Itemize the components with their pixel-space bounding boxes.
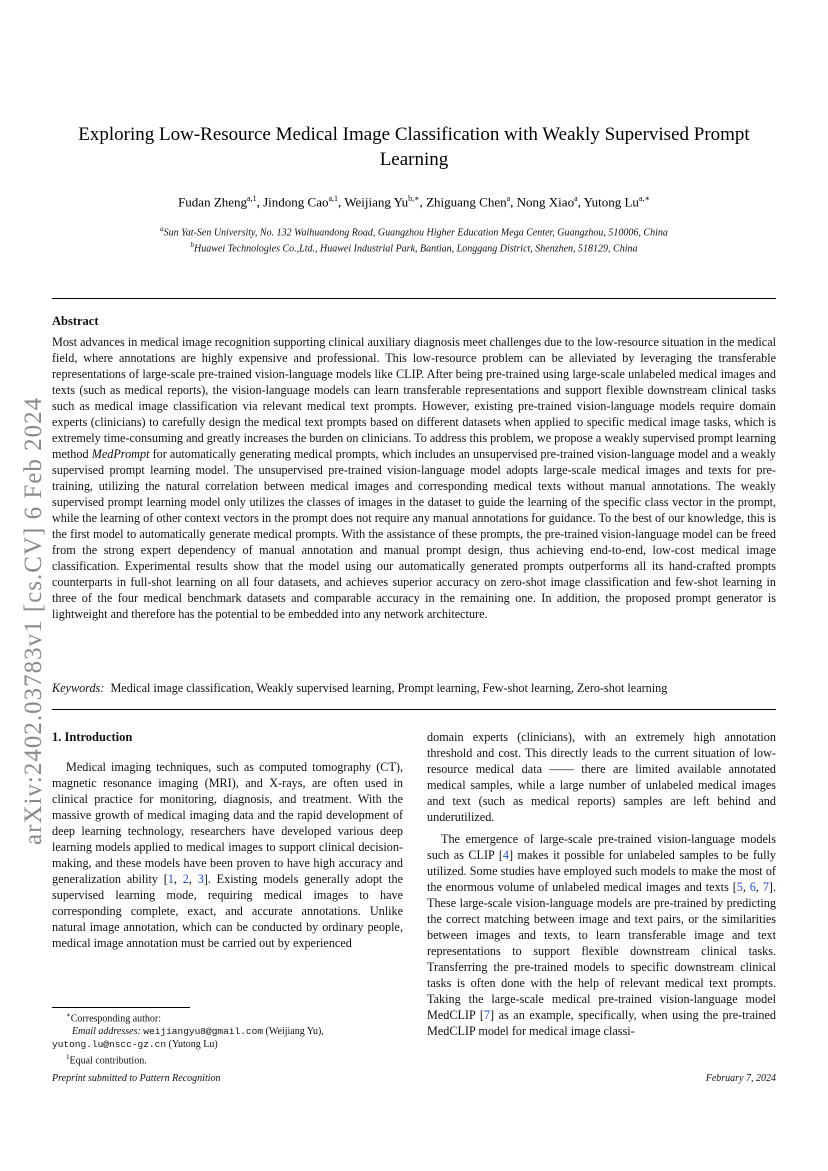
paragraph-text: ] makes it possible for unlabeled samples to be fully utilized. Some studies have employed such models to make the most of the enormous volume of unlabeled medical images and texts [: [427, 848, 776, 894]
paragraph-text: ] as an example, specifically, when using the pre-trained MedCLIP model for medical image classi-: [427, 1008, 776, 1038]
author-name: Nong Xiao: [516, 194, 575, 210]
arxiv-stamp: arXiv:2402.03783v1 [cs.CV] 6 Feb 2024: [20, 396, 47, 845]
citation-link[interactable]: 4: [502, 848, 510, 862]
author-affil-mark: b,∗: [408, 194, 420, 203]
affiliation-line: [52, 239, 776, 255]
paragraph: [427, 831, 776, 1039]
author-name: Weijiang Yu: [344, 194, 409, 210]
affiliation-text: Sun Yat-Sen University, No. 132 Waihuandong Road, Guangzhou Higher Education Mega Center, Guangzhou, 510006, China: [163, 227, 668, 239]
email-link[interactable]: yutong.lu@nscc-gz.cn: [52, 1039, 167, 1051]
email-owner: (Weijiang Yu),: [263, 1026, 324, 1038]
author-name: Zhiguang Chen: [426, 194, 507, 210]
abstract-bottom-rule: [52, 709, 776, 710]
citation-separator: ,: [755, 880, 763, 894]
affiliation-line: [52, 223, 776, 239]
section-heading: 1. Introduction: [52, 730, 133, 744]
footnote-emails-cont: [52, 1038, 403, 1051]
affiliation-list: [52, 223, 776, 256]
author-name: Jindong Cao: [263, 194, 329, 210]
affiliation-mark: b: [190, 241, 194, 250]
author-name: Yutong Lu: [583, 194, 639, 210]
author-affil-mark: a,1: [328, 194, 339, 203]
citation-link[interactable]: 2: [182, 872, 189, 886]
affiliation-text: Huawei Technologies Co.,Ltd., Huawei Industrial Park, Bantian, Longgang District, Shenzhen, 518129, China: [193, 243, 638, 255]
footnote-corresponding: [52, 1009, 403, 1025]
abstract-top-rule: [52, 298, 776, 299]
paragraph: domain experts (clinicians), with an extremely high annotation threshold and cost. This directly leads to the current situation of low-resource medical data —— there are limited available annotated medical samples, while a large number of unlabeled medical images and text (such as medical reports) samples are left behind and underutilized.: [427, 730, 776, 824]
citation-link[interactable]: 6: [749, 880, 756, 894]
paragraph-text: The emergence of large-scale pre-trained vision-language models such as CLIP [: [427, 832, 776, 862]
abstract-heading: Abstract: [52, 314, 99, 328]
footnote-equal: [52, 1051, 403, 1067]
footnotes: [52, 1009, 403, 1068]
citation-link[interactable]: 3: [197, 872, 204, 886]
abstract-body: [52, 334, 776, 622]
citation-link[interactable]: 1: [167, 872, 174, 886]
footnote-text: Corresponding author:: [70, 1013, 162, 1025]
footer-journal: Preprint submitted to Pattern Recognition: [52, 1073, 221, 1084]
affiliation-mark: a: [160, 225, 164, 233]
citation-link[interactable]: 5: [736, 880, 743, 894]
footnote-emails: [52, 1025, 403, 1038]
author-affil-mark: a: [574, 194, 578, 203]
footer-date: February 7, 2024: [705, 1073, 776, 1084]
abstract-text: Most advances in medical image recognition supporting clinical auxiliary diagnosis meet challenges due to the low-resource situation in the medical field, where annotations are highly expensive and professional. This low-resource problem can be alleviated by leveraging the transferable representations of large-scale pre-trained vision-language models like CLIP. After being pre-trained using large-scale unlabeled medical images and texts (such as medical reports), the vision-language models can learn transferable representations and support flexible downstream clinical tasks such as medical image classification via relevant medical text prompts. However, existing pre-trained vision-language models require domain experts (clinicians) to carefully design the medical text prompts based on different datasets when applied to specific medical image tasks, which is extremely time-consuming and greatly increases the burden on clinicians. To address this problem, we propose a weakly supervised prompt learning method: [52, 335, 776, 461]
citation-link[interactable]: 7: [762, 880, 769, 894]
author-affil-mark: a,1: [247, 194, 257, 203]
paragraph: [52, 759, 403, 951]
method-name: MedPrompt: [91, 447, 150, 461]
paragraph-text: Medical imaging techniques, such as computed tomography (CT), magnetic resonance imaging (MRI), and X-rays, are often used in clinical practice for monitoring, diagnosis, and treatment. With the massive growth of medical imaging data and the rapid development of deep learning technology, researchers have developed various deep learning models applied to medical images to support clinical decision-making, and these models have been proven to have high accuracy and generalization ability [: [52, 760, 403, 886]
footnote-rule: [52, 1007, 190, 1008]
paragraph-text: ]. These large-scale vision-language models are pre-trained by predicting the correct matching between image and text pairs, or the similarities between images and texts, to learn transferable image and text representations to support flexible downstream clinical tasks. Transferring the pre-trained models to specific downstream clinical tasks is often done with the help of relevant medical text prompts. Taking the large-scale medical pre-trained vision-language model MedCLIP [: [427, 880, 777, 1022]
paragraph-text: ]. Existing models generally adopt the supervised learning mode, requiring medical images to have corresponding complete, exact, and accurate annotations. Unlike natural image annotation, which can be conducted by ordinary people, medical image annotation must be carried out by experienced: [52, 872, 403, 950]
keywords-label: Keywords:: [52, 681, 105, 695]
keywords: [52, 681, 776, 696]
email-label: Email addresses:: [72, 1026, 141, 1038]
paper-title: Exploring Low-Resource Medical Image Classification with Weakly Supervised Prompt Learning: [78, 124, 750, 170]
citation-separator: ,: [742, 880, 750, 894]
footnote-mark: ∗: [66, 1011, 71, 1019]
keywords-text: Medical image classification, Weakly supervised learning, Prompt learning, Few-shot learning, Zero-shot learning: [110, 681, 668, 695]
author-affil-mark: a: [506, 194, 511, 203]
email-link[interactable]: weijiangyu8@gmail.com: [143, 1026, 264, 1038]
author-name: Fudan Zheng: [178, 194, 248, 210]
citation-separator: ,: [173, 872, 183, 886]
email-owner: (Yutong Lu): [166, 1039, 218, 1051]
author-affil-mark: a,∗: [638, 194, 650, 203]
left-column: [52, 729, 403, 951]
citation-separator: ,: [188, 872, 198, 886]
abstract-text: for automatically generating medical prompts, which includes an unsupervised pre-trained vision-language model and a weakly supervised prompt learning model. The unsupervised pre-trained vision-language model adopts large-scale medical images and texts for pre-training, utilizing the natural correlation between medical images and corresponding medical texts without manual annotations. The weakly supervised prompt learning model only utilizes the classes of images in the dataset to guide the learning of the specific class vector in the prompt, while the learning of other context vectors in the prompt does not require any manual annotations for guidance. To the best of our knowledge, this is the first model to automatically generate medical prompts. With the assistance of these prompts, the pre-trained vision-language model can be freed from the strong expert dependency of manual annotation and manual prompt design, thus achieving end-to-end, low-cost medical image classification. Experimental results show that the model using our automatically generated prompts outperforms all its hand-crafted prompts counterparts in full-shot learning on all four datasets, and achieves superior accuracy on zero-shot image classification and few-shot learning in three of the four medical benchmark datasets and comparable accuracy in the remaining one. In addition, the proposed prompt generator is lightweight and therefore has the potential to be embedded into any network architecture.: [52, 447, 776, 621]
footnote-mark: 1: [66, 1053, 70, 1062]
author-list: Fudan Zheng$^{a,1}$, Jindong Cao$^{a,1}$, Weijiang $Yu^{b,∗}$, Zhiguang Chen$^a$, Nong Xiao$^a$, Yutong $Lu^{a,∗}$: [178, 194, 650, 210]
citation-link[interactable]: 7: [483, 1008, 490, 1022]
right-column: [427, 729, 776, 1039]
footnote-text: Equal contribution.: [69, 1055, 147, 1067]
